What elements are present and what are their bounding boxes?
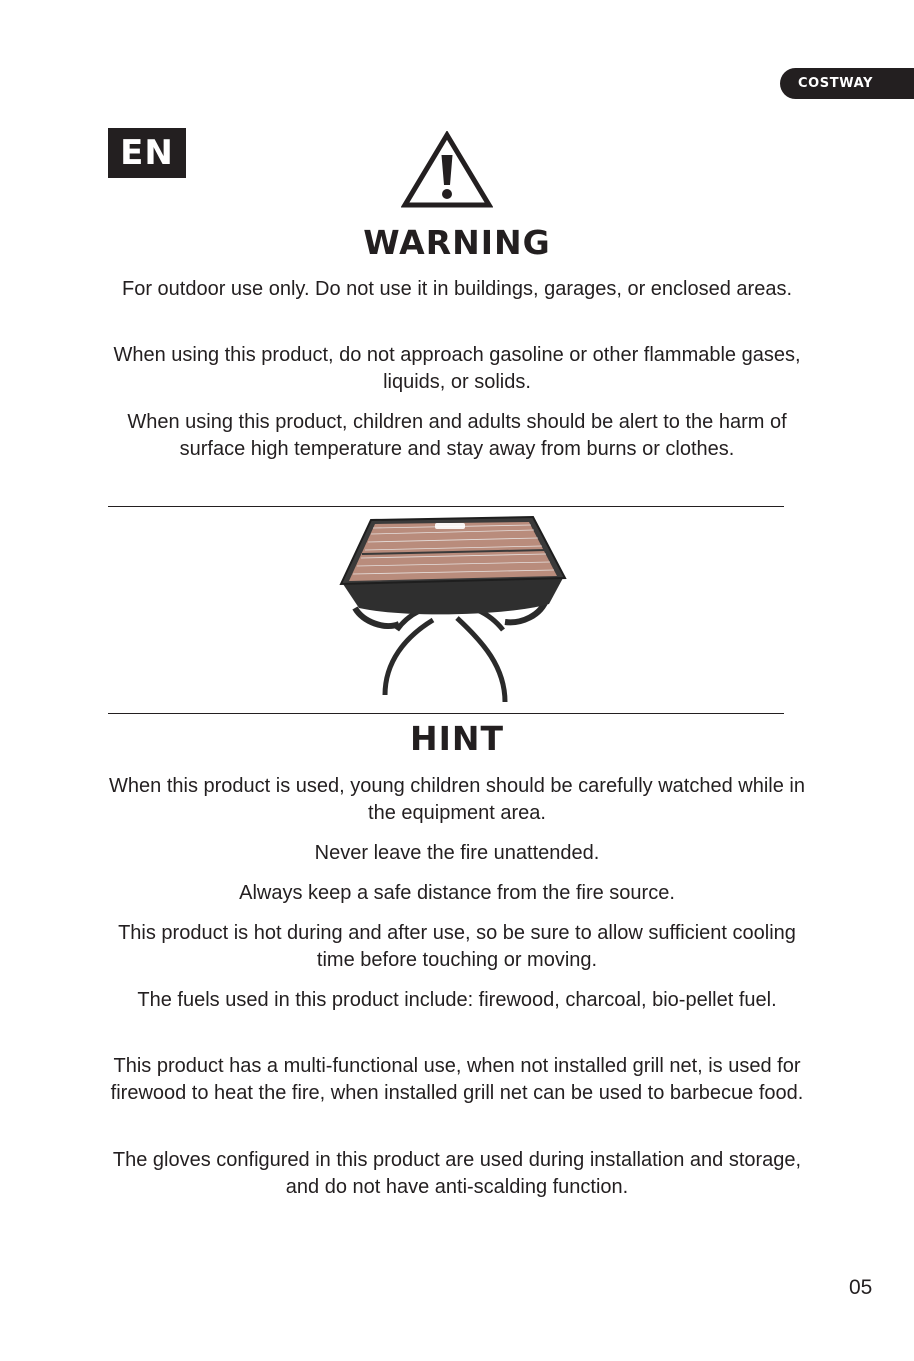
brand-tab: COSTWAY bbox=[780, 68, 914, 99]
warning-paragraph-3: When using this product, children and adults should be alert to the harm of surface high temperature and stay away from burns or clothes. bbox=[127, 411, 787, 460]
hint-paragraph-2: Never leave the fire unattended. bbox=[314, 842, 600, 864]
hint-paragraph-5: The fuels used in this product include: firewood, charcoal, bio-pellet fuel. bbox=[137, 989, 777, 1011]
divider-top bbox=[108, 506, 784, 507]
warning-paragraph-1: For outdoor use only. Do not use it in buildings, garages, or enclosed areas. bbox=[121, 278, 793, 300]
hint-title: HINT bbox=[409, 719, 505, 758]
hint-paragraph-4: This product is hot during and after use, so be sure to allow sufficient cooling time before touching or moving. bbox=[118, 922, 796, 971]
fire-pit-grill-image bbox=[335, 512, 571, 707]
hint-paragraph-7: The gloves configured in this product are used during installation and storage, and do not have anti-scalding function. bbox=[112, 1149, 802, 1198]
hint-paragraph-1: When this product is used, young children should be carefully watched while in the equipment area. bbox=[109, 775, 805, 824]
warning-title: WARNING bbox=[363, 223, 551, 262]
warning-triangle-icon bbox=[401, 131, 493, 209]
warning-paragraph-2: When using this product, do not approach gasoline or other flammable gases, liquids, or solids. bbox=[113, 344, 801, 393]
hint-paragraph-6: This product has a multi-functional use, when not installed grill net, is used for firewood to heat the fire, when installed grill net can be used to barbecue food. bbox=[110, 1055, 804, 1104]
page-number: 05 bbox=[849, 1276, 873, 1299]
divider-bottom bbox=[108, 713, 784, 714]
hint-paragraph-3: Always keep a safe distance from the fire source. bbox=[239, 882, 675, 904]
language-badge: EN bbox=[108, 128, 186, 178]
